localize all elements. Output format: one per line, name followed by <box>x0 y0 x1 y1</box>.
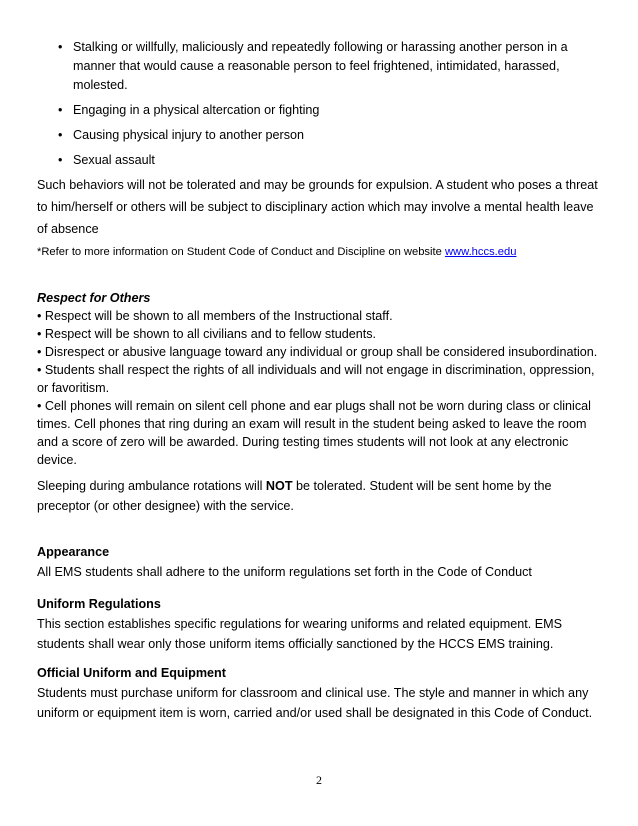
list-item-text: Stalking or willfully, maliciously and repeatedly following or harassing another person in a manner that would cause a reasonable person to feel frightened, intimidated, harassed, molested. <box>73 40 568 92</box>
sleeping-paragraph <box>37 476 602 516</box>
official-uniform-text: Students must purchase uniform for classroom and clinical use. The style and manner in which any uniform or equipment item is worn, carried and/or used shall be designated in this Code of Conduct. <box>37 686 593 720</box>
uniform-regulations-text: This section establishes specific regulations for wearing uniforms and related equipment. EMS students shall wear only those uniform items officially sanctioned by the HCCS EMS training. <box>37 617 563 651</box>
list-item-text: Engaging in a physical altercation or fighting <box>73 103 320 117</box>
list-item <box>58 126 598 145</box>
uniform-regulations-section <box>37 594 602 654</box>
appearance-text: All EMS students shall adhere to the uniform regulations set forth in the Code of Conduct <box>37 565 532 579</box>
bullet-icon: • <box>58 128 63 142</box>
behavior-paragraph: Such behaviors will not be tolerated and may be grounds for expulsion. A student who poses a threat to him/herself or others will be subject to disciplinary action which may involve a mental health leave of absence <box>37 178 598 236</box>
page-number: 2 <box>316 773 322 787</box>
uniform-regulations-heading: Uniform Regulations <box>37 597 161 611</box>
list-item-text: Sexual assault <box>73 153 155 167</box>
bullet-icon: • <box>58 40 63 54</box>
list-item-text: Causing physical injury to another person <box>73 128 305 142</box>
sleeping-text-before: Sleeping during ambulance rotations will <box>37 479 266 493</box>
list-item <box>58 151 598 170</box>
respect-item: • Cell phones will remain on silent cell phone and ear plugs shall not be worn during class or clinical times. Cell phones that ring during an exam will result in the student being asked to leave the room and a score of zero will be awarded. During testing times students will not look at any electronic device. <box>37 399 591 467</box>
respect-heading: Respect for Others <box>37 291 151 305</box>
hccs-website-link[interactable]: www.hccs.edu <box>444 246 517 258</box>
official-uniform-section <box>37 663 602 723</box>
sleeping-emphasis: NOT <box>265 479 293 493</box>
reference-note-text: *Refer to more information on Student Code of Conduct and Discipline on website <box>37 246 445 258</box>
respect-section <box>37 289 602 469</box>
official-uniform-heading: Official Uniform and Equipment <box>37 666 226 680</box>
list-item <box>58 38 598 95</box>
appearance-heading: Appearance <box>37 545 110 559</box>
respect-item: • Students shall respect the rights of all individuals and will not engage in discrimination, oppression, or favoritism. <box>37 363 595 395</box>
appearance-section <box>37 542 602 582</box>
bullet-icon: • <box>58 103 63 117</box>
reference-note <box>37 245 602 259</box>
list-item <box>58 101 598 120</box>
respect-item: • Respect will be shown to all members of the Instructional staff. <box>37 309 393 323</box>
bullet-icon: • <box>58 153 63 167</box>
respect-item: • Respect will be shown to all civilians and to fellow students. <box>37 327 377 341</box>
misconduct-bullet-list <box>58 38 598 170</box>
sleeping-text-after: be tolerated. Student will be sent home by the preceptor (or other designee) with the service. <box>37 479 552 513</box>
respect-item: • Disrespect or abusive language toward any individual or group shall be considered insubordination. <box>37 345 598 359</box>
